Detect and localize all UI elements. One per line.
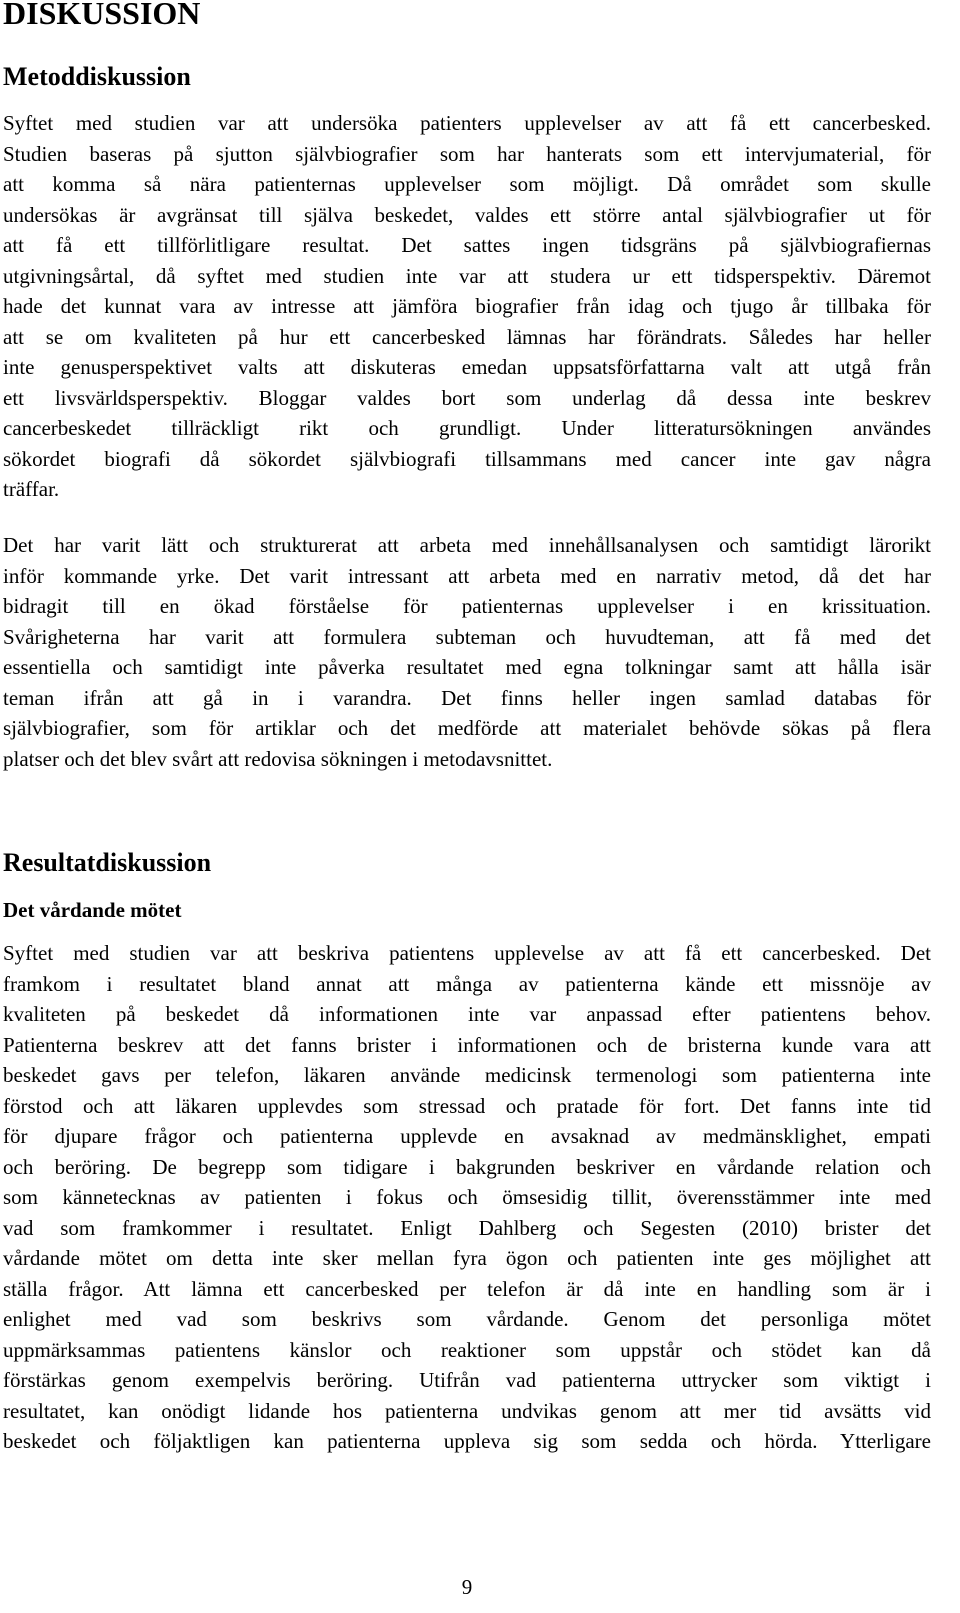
text-line: förstärkas genom exempelvis beröring. Utifrån vad patienterna uttrycker som viktigt i xyxy=(3,1368,931,1392)
method-paragraph-1 xyxy=(3,108,931,505)
text-line: inte genusperspektivet valts att diskuteras emedan uppsatsförfattarna valt att utgå från xyxy=(3,355,931,379)
page-number: 9 xyxy=(461,1575,473,1599)
text-line: ställa frågor. Att lämna ett cancerbesked per telefon är då inte en handling som är i xyxy=(3,1276,931,1301)
text-line: Syftet med studien var att undersöka patienters upplevelser av att få ett cancerbesked. xyxy=(3,111,931,135)
text-line: utgivningsårtal, då syftet med studien inte var att studera ur ett tidsperspektiv. Däremot xyxy=(3,263,931,288)
text-line: träffar. xyxy=(3,477,60,501)
text-line: enlighet med vad som beskrivs som vårdande. Genom det personliga mötet xyxy=(3,1307,931,1331)
text-line: självbiografier, som för artiklar och det medförde att materialet behövde sökas på flera xyxy=(3,716,931,740)
result-paragraph-1 xyxy=(3,938,931,1457)
result-heading: Resultatdiskussion xyxy=(3,848,212,877)
text-line: cancerbeskedet tillräckligt rikt och grundligt. Under litteratursökningen användes xyxy=(3,416,931,440)
text-line: kvaliteten på beskedet då informationen inte var anpassad efter patientens behov. xyxy=(3,1002,931,1026)
result-subheading: Det vårdande mötet xyxy=(3,898,182,922)
text-line: platser och det blev svårt att redovisa sökningen i metodavsnittet. xyxy=(3,746,553,771)
text-line: Syftet med studien var att beskriva patientens upplevelse av att få ett cancerbesked. Det xyxy=(3,941,931,965)
text-line: att se om kvaliteten på hur ett cancerbesked lämnas har förändrats. Således har heller xyxy=(3,324,931,349)
method-heading: Metoddiskussion xyxy=(3,62,191,91)
text-line: uppmärksammas patientens känslor och reaktioner som uppstår och stödet kan då xyxy=(3,1337,931,1362)
text-line: Det har varit lätt och strukturerat att arbeta med innehållsanalysen och samtidigt lärorikt xyxy=(3,533,931,557)
text-line: undersökas är avgränsat till själva beskedet, valdes ett större antal självbiografier ut för xyxy=(3,202,931,227)
text-line: som kännetecknas av patienten i fokus och ömsesidig tillit, överensstämmer inte med xyxy=(3,1185,931,1209)
text-line: förstod och att läkaren upplevdes som stressad och pratade för fort. Det fanns inte tid xyxy=(3,1093,931,1118)
text-line: att få ett tillförlitligare resultat. Det sattes ingen tidsgräns på självbiografiernas xyxy=(3,233,931,257)
method-paragraph-2 xyxy=(3,530,931,774)
text-line: hade det kunnat vara av intresse att jämföra biografier från idag och tjugo år tillbaka för xyxy=(3,294,931,318)
text-line: Patienterna beskrev att det fanns brister i informationen och de bristerna kunde vara att xyxy=(3,1032,931,1057)
text-line: beskedet gavs per telefon, läkaren använde medicinsk termenologi som patienterna inte xyxy=(3,1063,931,1087)
text-line: vårdande mötet om detta inte sker mellan fyra ögon och patienten inte ges möjlighet att xyxy=(3,1246,931,1270)
text-line: resultatet, kan onödigt lidande hos patienterna undvikas genom att mer tid avsätts vid xyxy=(3,1398,931,1423)
text-line: att komma så nära patienternas upplevelser som möjligt. Då området som skulle xyxy=(3,172,931,196)
text-line: vad som framkommer i resultatet. Enligt Dahlberg och Segesten (2010) brister det xyxy=(3,1215,931,1240)
text-line: och beröring. De begrepp som tidigare i bakgrunden beskriver en vårdande relation och xyxy=(3,1154,931,1179)
page-title: DISKUSSION xyxy=(3,0,201,31)
text-line: Studien baseras på sjutton självbiografier som har hanterats som ett intervjumaterial, för xyxy=(3,141,931,166)
text-line: inför kommande yrke. Det varit intressant att arbeta med en narrativ metod, då det har xyxy=(3,563,931,588)
text-line: beskedet och följaktligen kan patienterna uppleva sig som sedda och hörda. Ytterligare xyxy=(3,1429,931,1453)
text-line: Svårigheterna har varit att formulera subteman och huvudteman, att få med det xyxy=(3,624,931,649)
text-line: bidragit till en ökad förståelse för patienternas upplevelser i en krissituation. xyxy=(3,594,931,618)
text-line: framkom i resultatet bland annat att många av patienterna kände ett missnöje av xyxy=(3,971,931,996)
text-line: sökordet biografi då sökordet självbiografi tillsammans med cancer inte gav några xyxy=(3,446,931,471)
text-line: teman ifrån att gå in i varandra. Det finns heller ingen samlad databas för xyxy=(3,685,931,710)
text-line: ett livsvärldsperspektiv. Bloggar valdes bort som underlag då dessa inte beskrev xyxy=(3,385,931,410)
text-line: för djupare frågor och patienterna upplevde en avsaknad av medmänsklighet, empati xyxy=(3,1124,931,1148)
text-line: essentiella och samtidigt inte påverka resultatet med egna tolkningar samt att hålla isär xyxy=(3,655,931,679)
